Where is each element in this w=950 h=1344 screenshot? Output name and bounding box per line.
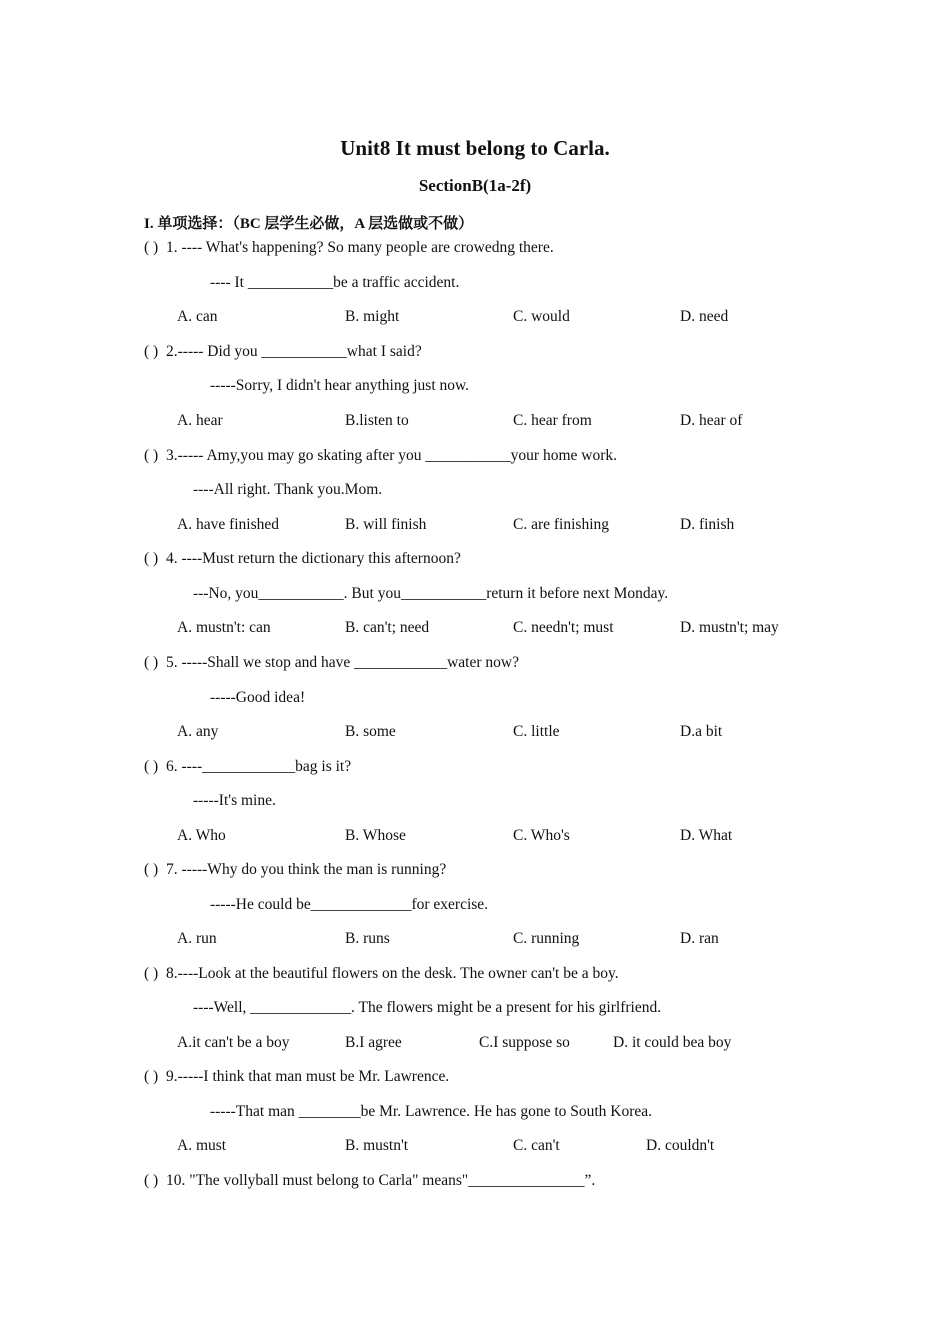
option-d: D.a bit bbox=[680, 723, 723, 740]
answer-paren: ( ) bbox=[144, 447, 159, 464]
option-a: A. Who bbox=[177, 827, 226, 844]
question-7-response: -----He could be_____________for exercise. bbox=[210, 896, 489, 913]
question-6: 6. ----____________bag is it? bbox=[166, 758, 352, 775]
option-a: A. mustn't: can bbox=[177, 619, 271, 636]
answer-paren: ( ) bbox=[144, 1172, 159, 1189]
option-a: A. must bbox=[177, 1137, 227, 1154]
option-c: C.I suppose so bbox=[479, 1034, 570, 1051]
option-b: B.listen to bbox=[345, 412, 409, 429]
option-c: C. are finishing bbox=[513, 516, 609, 533]
question-1-response: ---- It ___________be a traffic accident. bbox=[210, 274, 460, 291]
question-4-response: ---No, you___________. But you___________return it before next Monday. bbox=[193, 585, 669, 602]
option-a: A. can bbox=[177, 308, 218, 325]
option-a: A. hear bbox=[177, 412, 223, 429]
question-9: 9.-----I think that man must be Mr. Lawrence. bbox=[166, 1068, 450, 1085]
question-5: 5. -----Shall we stop and have ____________water now? bbox=[166, 654, 519, 671]
option-a: A. run bbox=[177, 930, 217, 947]
answer-paren: ( ) bbox=[144, 965, 159, 982]
option-d: D. finish bbox=[680, 516, 735, 533]
question-2: 2.----- Did you ___________what I said? bbox=[166, 343, 422, 360]
answer-paren: ( ) bbox=[144, 1068, 159, 1085]
question-6-response: -----It's mine. bbox=[193, 792, 276, 809]
option-b: B. Whose bbox=[345, 827, 406, 844]
question-8: 8.----Look at the beautiful flowers on the desk. The owner can't be a boy. bbox=[166, 965, 619, 982]
option-c: C. hear from bbox=[513, 412, 592, 429]
option-c: C. needn't; must bbox=[513, 619, 614, 636]
answer-paren: ( ) bbox=[144, 239, 159, 256]
answer-paren: ( ) bbox=[144, 861, 159, 878]
section-heading: I. 单项选择：（BC 层学生必做，A 层选做或不做） bbox=[144, 216, 474, 232]
option-c: C. running bbox=[513, 930, 580, 947]
option-d: D. need bbox=[680, 308, 729, 325]
option-d: D. hear of bbox=[680, 412, 743, 429]
question-3-response: ----All right. Thank you.Mom. bbox=[193, 481, 383, 498]
option-d: D. What bbox=[680, 827, 733, 844]
option-d: D. mustn't; may bbox=[680, 619, 779, 636]
option-d: D. couldn't bbox=[646, 1137, 715, 1154]
answer-paren: ( ) bbox=[144, 758, 159, 775]
question-4: 4. ----Must return the dictionary this afternoon? bbox=[166, 550, 461, 567]
answer-paren: ( ) bbox=[144, 343, 159, 360]
option-b: B. can't; need bbox=[345, 619, 430, 636]
question-10: 10. "The vollyball must belong to Carla" means"_______________”. bbox=[166, 1172, 596, 1189]
answer-paren: ( ) bbox=[144, 654, 159, 671]
option-c: C. little bbox=[513, 723, 560, 740]
option-b: B. will finish bbox=[345, 516, 427, 533]
answer-paren: ( ) bbox=[144, 550, 159, 567]
option-d: D. it could bea boy bbox=[613, 1034, 732, 1051]
question-3: 3.----- Amy,you may go skating after you ___________your home work. bbox=[166, 447, 617, 464]
option-b: B. some bbox=[345, 723, 396, 740]
option-c: C. can't bbox=[513, 1137, 560, 1154]
option-a: A. any bbox=[177, 723, 219, 740]
option-b: B.I agree bbox=[345, 1034, 402, 1051]
question-5-response: -----Good idea! bbox=[210, 689, 306, 706]
option-b: B. might bbox=[345, 308, 400, 325]
question-2-response: -----Sorry, I didn't hear anything just now. bbox=[210, 377, 470, 394]
question-8-response: ----Well, _____________. The flowers might be a present for his girlfriend. bbox=[193, 999, 662, 1016]
option-b: B. mustn't bbox=[345, 1137, 409, 1154]
page-subtitle: SectionB(1a-2f) bbox=[418, 176, 532, 195]
page-title: Unit8 It must belong to Carla. bbox=[340, 136, 610, 160]
option-a: A. have finished bbox=[177, 516, 280, 533]
option-d: D. ran bbox=[680, 930, 719, 947]
question-9-response: -----That man ________be Mr. Lawrence. He has gone to South Korea. bbox=[210, 1103, 653, 1120]
option-c: C. Who's bbox=[513, 827, 570, 844]
question-1: 1. ---- What's happening? So many people are crowedng there. bbox=[166, 239, 554, 256]
question-7: 7. -----Why do you think the man is running? bbox=[166, 861, 447, 878]
option-c: C. would bbox=[513, 308, 570, 325]
option-a: A.it can't be a boy bbox=[177, 1034, 290, 1051]
option-b: B. runs bbox=[345, 930, 390, 947]
